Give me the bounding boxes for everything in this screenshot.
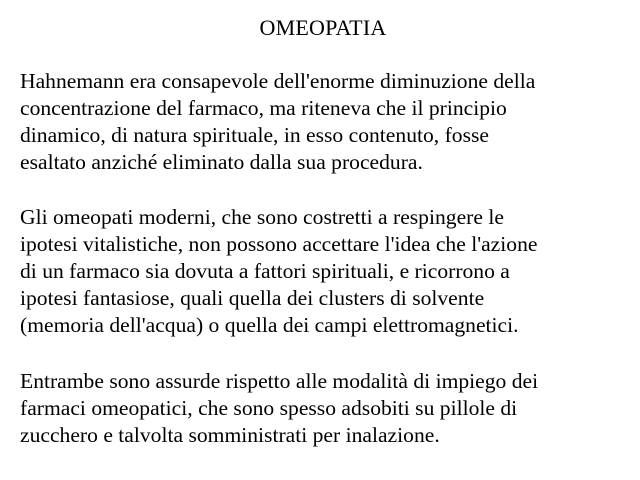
paragraph-line: Entrambe sono assurde rispetto alle modalità di impiego dei — [20, 369, 539, 393]
paragraph-hahnemann — [20, 68, 630, 176]
paragraph-line: ipotesi fantasiose, quali quella dei clusters di solvente — [20, 286, 485, 310]
paragraph-line: Hahnemann era consapevole dell'enorme diminuzione della — [20, 69, 536, 93]
paragraph-line: esaltato anziché eliminato dalla sua procedura. — [20, 150, 423, 174]
paragraph-line: di un farmaco sia dovuta a fattori spirituali, e ricorrono a — [20, 259, 510, 283]
paragraph-conclusion — [20, 368, 630, 449]
document-title: OMEOPATIA — [259, 15, 387, 40]
paragraph-line: Gli omeopati moderni, che sono costretti a respingere le — [20, 205, 504, 229]
paragraph-line: zucchero e talvolta somministrati per inalazione. — [20, 423, 440, 447]
paragraph-line: farmaci omeopatici, che sono spesso adsobiti su pillole di — [20, 396, 518, 420]
paragraph-line: ipotesi vitalistiche, non possono accettare l'idea che l'azione — [20, 232, 538, 256]
paragraph-modern-homeopaths — [20, 204, 630, 339]
paragraph-line: (memoria dell'acqua) o quella dei campi elettromagnetici. — [20, 313, 519, 337]
paragraph-line: dinamico, di natura spirituale, in esso contenuto, fosse — [20, 123, 489, 147]
paragraph-line: concentrazione del farmaco, ma riteneva che il principio — [20, 96, 507, 120]
